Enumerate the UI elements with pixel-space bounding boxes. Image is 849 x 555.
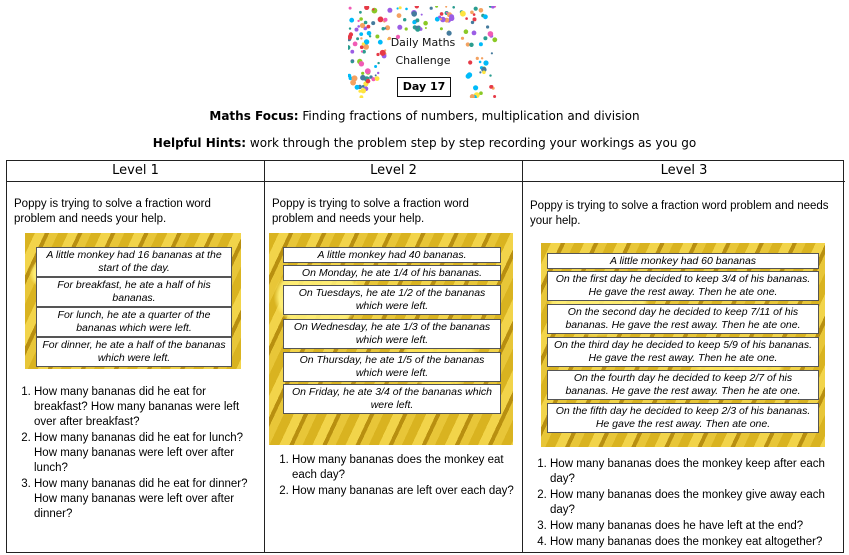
level-1-heading: Level 1 (7, 161, 264, 182)
level-1-intro: Poppy is trying to solve a fraction word problem and needs your help. (14, 198, 211, 225)
confetti-dot (473, 85, 478, 90)
confetti-dot (359, 17, 363, 21)
level-3-box: On the first day he decided to keep 3/4 of his bananas. He gave the rest away. Then he ate one. (547, 271, 819, 301)
confetti-dot (473, 17, 477, 21)
confetti-dot (378, 17, 384, 23)
confetti-dot (470, 11, 474, 15)
confetti-dot (349, 7, 352, 10)
question-item: 1. How many bananas does the monkey eat each day? (292, 453, 522, 483)
level-1-column (7, 161, 265, 552)
confetti-dot (360, 95, 364, 98)
confetti-dot (460, 11, 466, 17)
confetti-dot (479, 8, 484, 13)
question-item: 2. How many bananas does the monkey give away each day? (550, 488, 840, 518)
confetti-dot (440, 12, 444, 16)
confetti-dot (399, 6, 402, 9)
level-2-heading: Level 2 (265, 161, 522, 182)
confetti-dot (425, 27, 427, 29)
confetti-dot (360, 45, 364, 49)
maths-focus-text: Finding fractions of numbers, multiplication and division (298, 109, 640, 123)
level-1-box: For dinner, he ate a half of the bananas which were left. (36, 337, 232, 367)
confetti-dot (362, 85, 365, 88)
confetti-dot (403, 18, 406, 21)
confetti-dot (446, 12, 448, 14)
confetti-dot (493, 95, 496, 98)
level-1-banana-image (25, 233, 241, 369)
confetti-dot (474, 7, 478, 11)
confetti-dot (372, 8, 374, 10)
confetti-dot (466, 74, 471, 79)
level-1-box: A little monkey had 16 bananas at the start of the day. (36, 247, 232, 277)
level-2-box: On Friday, he ate 3/4 of the bananas which were left. (283, 384, 501, 414)
confetti-dot (384, 18, 388, 22)
level-2-column (265, 161, 523, 552)
confetti-dot (359, 61, 364, 66)
level-2-box: On Thursday, he ate 1/5 of the bananas which were left. (283, 352, 501, 382)
confetti-dot (353, 42, 358, 47)
confetti-dot (387, 8, 392, 13)
confetti-dot (430, 7, 433, 10)
level-3-column (523, 161, 845, 552)
confetti-dot (375, 76, 380, 81)
confetti-dot (362, 42, 365, 45)
confetti-dot (351, 61, 354, 64)
level-1-questions (14, 385, 258, 523)
level-3-banana-image (541, 243, 825, 447)
confetti-dot (364, 6, 369, 10)
confetti-dot (488, 31, 494, 37)
helpful-hints-text: work through the problem step by step recording your workings as you go (246, 136, 697, 150)
confetti-dot (359, 11, 362, 14)
question-item: 1. How many bananas does the monkey keep after each day? (550, 457, 840, 487)
confetti-dot (365, 68, 371, 74)
confetti-dot (397, 13, 402, 18)
level-2-box: On Wednesday, he ate 1/3 of the bananas which were left. (283, 319, 501, 349)
confetti-dot (366, 79, 371, 84)
confetti-dot (435, 6, 438, 8)
question-item: 4. How many bananas does the monkey eat altogether? (550, 535, 840, 550)
confetti-dot (367, 31, 372, 36)
level-3-box: On the fourth day he decided to keep 2/7 of his bananas. He gave the rest away. Then he ate one. (547, 370, 819, 400)
confetti-dot (423, 21, 428, 26)
confetti-dot (361, 50, 363, 52)
level-3-intro: Poppy is trying to solve a fraction word problem and needs your help. (530, 200, 829, 227)
confetti-dot (355, 28, 359, 32)
question-item: 1. How many bananas did he eat for breakfast? How many bananas were left over after breakfast? (34, 385, 258, 430)
confetti-dot (489, 85, 493, 89)
confetti-dot (356, 37, 359, 40)
maths-focus-line (0, 109, 849, 123)
confetti-dot (371, 21, 375, 25)
confetti-dot (479, 71, 481, 73)
confetti-dot (375, 74, 377, 76)
question-item: 2. How many bananas are left over each day? (292, 484, 522, 499)
helpful-hints-label: Helpful Hints: (152, 136, 247, 150)
confetti-dot (397, 7, 399, 9)
confetti-dot (350, 50, 354, 54)
confetti-dot (465, 17, 468, 20)
level-2-box: On Monday, he ate 1/4 of his bananas. (283, 265, 501, 281)
confetti-dot (361, 88, 366, 93)
confetti-dot (440, 18, 442, 20)
confetti-dot (482, 71, 486, 75)
level-2-banana-image (269, 233, 513, 445)
confetti-dot (382, 27, 385, 30)
confetti-dot (472, 31, 477, 36)
confetti-dot (349, 18, 354, 23)
level-1-box: For lunch, he ate a quarter of the bananas which were left. (36, 307, 232, 337)
confetti-dot (364, 21, 368, 25)
confetti-dot (349, 27, 351, 29)
confetti-dot (350, 80, 356, 86)
confetti-dot (415, 26, 418, 29)
confetti-dot (405, 27, 408, 30)
confetti-dot (421, 14, 423, 16)
confetti-dot (445, 6, 447, 8)
confetti-dot (449, 14, 454, 19)
levels-table (6, 160, 844, 553)
level-1-box: For breakfast, he ate a half of his bananas. (36, 277, 232, 307)
confetti-dot (377, 72, 379, 74)
banner-title-line2: Challenge (395, 54, 451, 67)
confetti-dot (372, 8, 378, 14)
confetti-dot (357, 20, 359, 22)
banner-title-line1: Daily Maths (390, 36, 456, 49)
confetti-dot (452, 6, 455, 9)
maths-focus-label: Maths Focus: (209, 109, 299, 123)
question-item: 2. How many bananas did he eat for lunch? How many bananas were left over after lunch? (34, 431, 258, 476)
question-item: 3. How many bananas does he have left at the end? (550, 519, 840, 534)
level-2-questions (272, 453, 522, 500)
level-3-box: A little monkey had 60 bananas (547, 253, 819, 269)
level-3-box: On the third day he decided to keep 5/9 of his bananas. He gave the rest away. Then he ate one. (547, 337, 819, 367)
confetti-dot (361, 72, 364, 75)
level-3-box: On the second day he decided to keep 7/11 of his bananas. He gave the rest away. Then he ate one. (547, 304, 819, 334)
confetti-dot (491, 6, 495, 9)
confetti-dot (412, 20, 416, 24)
helpful-hints-line (0, 136, 849, 150)
confetti-dot (483, 36, 487, 40)
confetti-dot (440, 27, 443, 30)
level-3-heading: Level 3 (523, 161, 845, 182)
daily-maths-banner (348, 6, 498, 98)
confetti-dot (405, 8, 408, 11)
confetti-dot (483, 60, 488, 65)
level-2-box: A little monkey had 40 bananas. (283, 247, 501, 263)
confetti-dot (360, 37, 362, 39)
confetti-dot (367, 25, 371, 29)
confetti-dot (491, 52, 493, 54)
day-label: Day 17 (397, 77, 451, 97)
confetti-dot (481, 57, 483, 59)
confetti-dot (473, 13, 476, 16)
level-3-box: On the fifth day he decided to keep 2/3 of his bananas. He gave the rest away. Then ate one. (547, 403, 819, 433)
level-3-questions (530, 457, 840, 551)
banner-title (376, 34, 470, 70)
confetti-dot (489, 74, 491, 76)
confetti-dot (357, 25, 360, 28)
question-item: 3. How many bananas did he eat for dinner? How many bananas were left over after dinner? (34, 477, 258, 522)
confetti-dot (486, 25, 489, 28)
level-2-box: On Tuesdays, he ate 1/2 of the bananas which were left. (283, 285, 501, 315)
level-2-intro: Poppy is trying to solve a fraction word problem and needs your help. (272, 198, 469, 225)
confetti-dot (359, 32, 363, 36)
confetti-dot (355, 85, 360, 90)
confetti-dot (471, 21, 474, 24)
confetti-dot (483, 14, 488, 19)
confetti-dot (415, 6, 419, 9)
confetti-dot (397, 25, 402, 30)
confetti-dot (476, 57, 479, 60)
confetti-dot (348, 45, 350, 50)
confetti-dot (492, 37, 497, 42)
confetti-dot (479, 42, 483, 46)
confetti-dot (479, 61, 482, 64)
confetti-dot (411, 11, 417, 17)
confetti-dot (479, 91, 483, 95)
confetti-dot (360, 75, 366, 81)
